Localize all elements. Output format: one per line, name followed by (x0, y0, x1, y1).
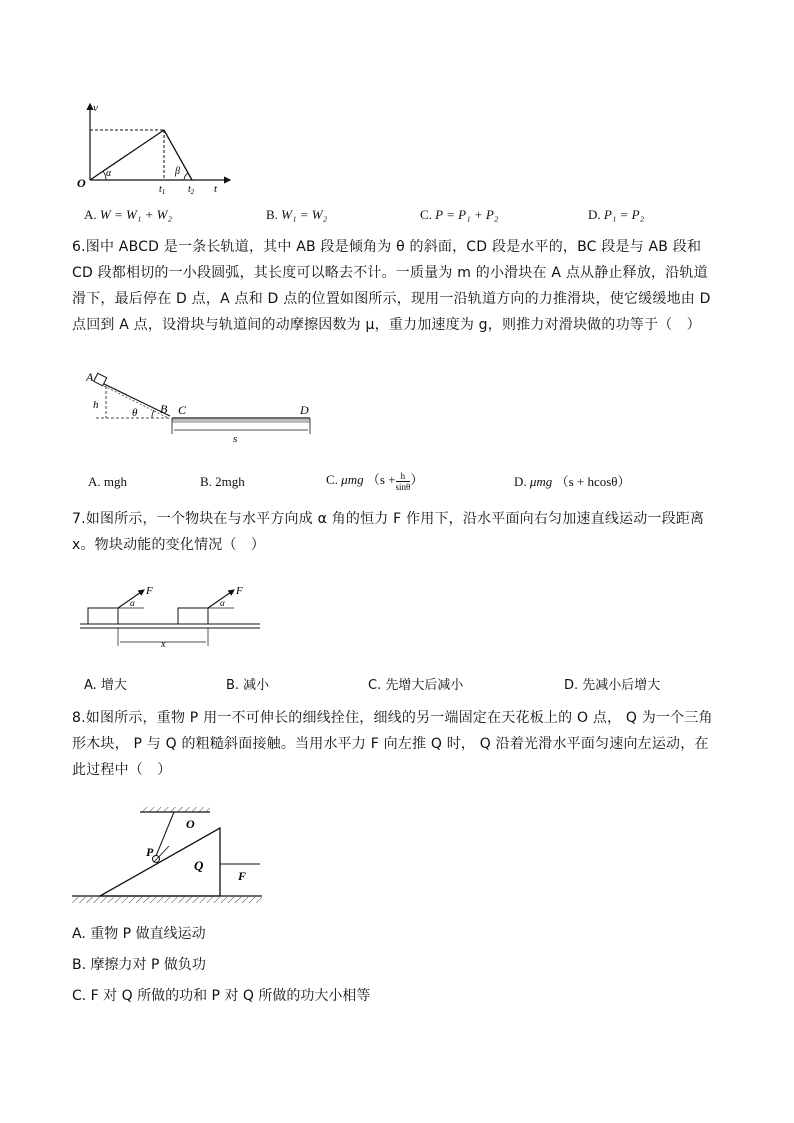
label-Q: Q (194, 858, 204, 873)
block-start (88, 608, 118, 624)
h-over-sin-theta: $\frac{h}{\sin\theta}$ (395, 470, 411, 492)
v-axis-label: v (93, 102, 98, 114)
q7-block-figure (78, 584, 262, 650)
q5-option-b[interactable]: B. W₁ = W₂ (266, 207, 328, 222)
label-x: x (161, 639, 166, 650)
q7-option-a[interactable]: A. 增大 (84, 678, 127, 693)
label-F1: F (146, 585, 153, 597)
ground-hatch (72, 897, 262, 903)
q7-stem: 7.如图所示，一个物块在与水平方向成 α 角的恒力 F 作用下，沿水平面向右匀加速直线运动一段距离 x。物块动能的变化情况（ ） (72, 511, 705, 553)
q7-option-b[interactable]: B. 减小 (226, 678, 270, 693)
track-hatch (172, 419, 310, 423)
label-P: P (146, 845, 154, 859)
q5-option-c[interactable]: C. P = P₁ + P₂ (420, 207, 499, 222)
q7-option-d[interactable]: D. 先减小后增大 (564, 678, 661, 693)
label-D: D (300, 403, 309, 417)
alpha-label: α (106, 168, 112, 179)
label-F: F (238, 869, 247, 883)
q6-option-a[interactable]: A. mgh (88, 474, 127, 489)
label-s: s (233, 433, 238, 444)
label-C: C (178, 403, 187, 417)
q6-option-c[interactable]: C. μmg （s + $\frac{h}{\sin\theta}$ ） (326, 470, 424, 492)
q5-vt-graph (74, 100, 234, 196)
q8-option-b[interactable]: B. 摩擦力对 P 做负功 (72, 957, 206, 973)
label-alpha2: α (220, 598, 225, 608)
block-end (178, 608, 208, 624)
q5-option-d[interactable]: D. P₁ = P₂ (588, 207, 645, 222)
t-axis-label: t (214, 183, 218, 195)
weight-P (153, 856, 160, 863)
q7-option-c[interactable]: C. 先增大后减小 (368, 678, 464, 693)
beta-arc (184, 173, 188, 180)
label-B: B (160, 402, 168, 416)
q6-stem: 6.图中 ABCD 是一条长轨道，其中 AB 段是倾角为 θ 的斜面，CD 段是水平的，BC 段是与 AB 段和 CD 段都相切的一小段圆弧，其长度可以略去不计。一质量为 m 的小滑块在 A 点从静止释放，沿轨道滑下，最后停在 D 点，A 点和 D 点的位置如图所示，现用一沿轨道方向的力推滑块，使它缓缓地由 D 点回到 A 点，设滑块与轨道间的动摩擦因数为 μ，重力加速度为 g，则推力对滑块做的功等于（ ） (72, 239, 711, 333)
t1-label: $t_1$ (159, 184, 166, 196)
ceiling-hatch (140, 807, 210, 812)
q8-option-c[interactable]: C. F 对 Q 所做的功和 P 对 Q 所做的功大小相等 (72, 988, 371, 1004)
beta-label: β (175, 166, 180, 177)
origin-label: O (77, 176, 86, 190)
label-h: h (93, 399, 99, 411)
label-A: A (86, 372, 94, 384)
q5-option-a[interactable]: A. W = W₁ + W₂ (84, 207, 172, 222)
q6-incline-figure (86, 372, 318, 444)
label-theta: θ (132, 407, 138, 419)
q6-option-b[interactable]: B. 2mgh (200, 474, 245, 489)
q8-option-a[interactable]: A. 重物 P 做直线运动 (72, 926, 206, 942)
label-alpha1: α (130, 598, 135, 608)
q6-option-d[interactable]: D. μmg （s + hcosθ） (514, 474, 631, 489)
q8-wedge-figure (70, 806, 264, 906)
t2-label: $t_2$ (188, 184, 195, 196)
label-F2: F (236, 585, 243, 597)
string (156, 812, 174, 856)
theta-arc (152, 410, 154, 418)
label-O: O (186, 817, 195, 831)
q8-stem: 8.如图所示，重物 P 用一不可伸长的细线拴住，细线的另一端固定在天花板上的 O 点， Q 为一个三角形木块， P 与 Q 的粗糙斜面接触。当用水平力 F 向左推 Q 时， Q 沿着光滑水平面匀速向左运动，在此过程中（ ） (72, 710, 713, 778)
